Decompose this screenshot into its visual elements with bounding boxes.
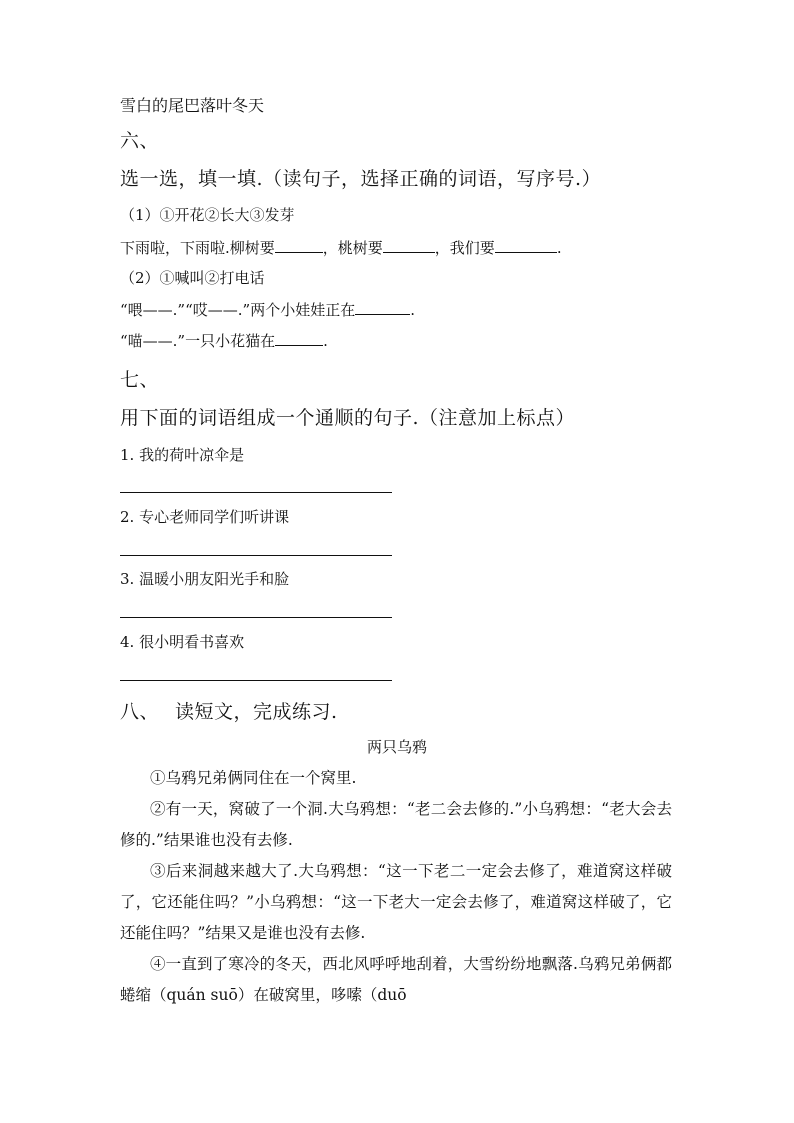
- q1-blank-willow[interactable]: [275, 238, 323, 253]
- question-2-line-2: [120, 331, 328, 350]
- q1-text-c: ，我们要: [434, 239, 495, 257]
- story-paragraph-2: ②有一天，窝破了一个洞.大乌鸦想：“老二会去修的.”小乌鸦想：“老大会去修的.”结果谁也没有去修.: [120, 800, 672, 849]
- q1-text-a: 下雨啦，下雨啦.柳树要: [120, 239, 275, 257]
- story-paragraph-1: ①乌鸦兄弟俩同住在一个窝里.: [150, 769, 357, 787]
- section-8-number: 八、: [120, 701, 160, 723]
- question-2-options: （2）①喊叫②打电话: [120, 269, 265, 287]
- question-1-options: （1）①开花②长大③发芽: [120, 206, 295, 224]
- q2-line1-text: “喂——.”“哎——.”两个小娃娃正在: [120, 301, 356, 319]
- section-6-number: 六、: [120, 130, 160, 152]
- word-list-line: 雪白的尾巴落叶冬天: [120, 96, 265, 115]
- q1-blank-peach[interactable]: [383, 238, 435, 253]
- section-8-instruction: 读短文，完成练习.: [175, 701, 338, 723]
- q1-text-d: .: [556, 239, 562, 257]
- sentence-item-3: 3. 温暖小朋友阳光手和脸: [120, 570, 290, 588]
- section-7-number: 七、: [120, 369, 160, 391]
- question-1-sentence: [120, 238, 562, 257]
- section-6-instruction: 选一选，填一填.（读句子，选择正确的词语，写序号.）: [120, 168, 602, 190]
- story-title: 两只乌鸦: [366, 738, 427, 756]
- q1-text-b: ，桃树要: [322, 239, 383, 257]
- sentence-item-2: 2. 专心老师同学们听讲课: [120, 508, 290, 526]
- q2-line1-end: .: [410, 301, 415, 319]
- story-paragraph-4: ④一直到了寒冷的冬天，西北风呼呼地刮着，大雪纷纷地飘落.乌鸦兄弟俩都蜷缩（quán suō）在破窝里，哆嗦（duō: [120, 955, 672, 1004]
- answer-line-1[interactable]: [120, 492, 392, 493]
- q2-blank-2[interactable]: [275, 331, 323, 346]
- section-7-instruction: 用下面的词语组成一个通顺的句子.（注意加上标点）: [120, 407, 576, 429]
- question-2-line-1: [120, 300, 415, 319]
- story-paragraph-3: ③后来洞越来越大了.大乌鸦想：“这一下老二一定会去修了，难道窝这样破了，它还能住吗？”小乌鸦想：“这一下老大一定会去修了，难道窝这样破了，它还能住吗？”结果又是谁也没有去修.: [120, 862, 672, 942]
- q1-blank-us[interactable]: [495, 238, 557, 253]
- answer-line-2[interactable]: [120, 555, 392, 556]
- answer-line-4[interactable]: [120, 680, 392, 681]
- q2-line2-end: .: [323, 332, 328, 350]
- answer-line-3[interactable]: [120, 617, 392, 618]
- sentence-item-1: 1. 我的荷叶凉伞是: [120, 446, 245, 464]
- q2-blank-1[interactable]: [355, 300, 410, 315]
- q2-line2-text: “喵——.”一只小花猫在: [120, 332, 276, 350]
- sentence-item-4: 4. 很小明看书喜欢: [120, 633, 245, 651]
- section-8-heading: [120, 701, 338, 724]
